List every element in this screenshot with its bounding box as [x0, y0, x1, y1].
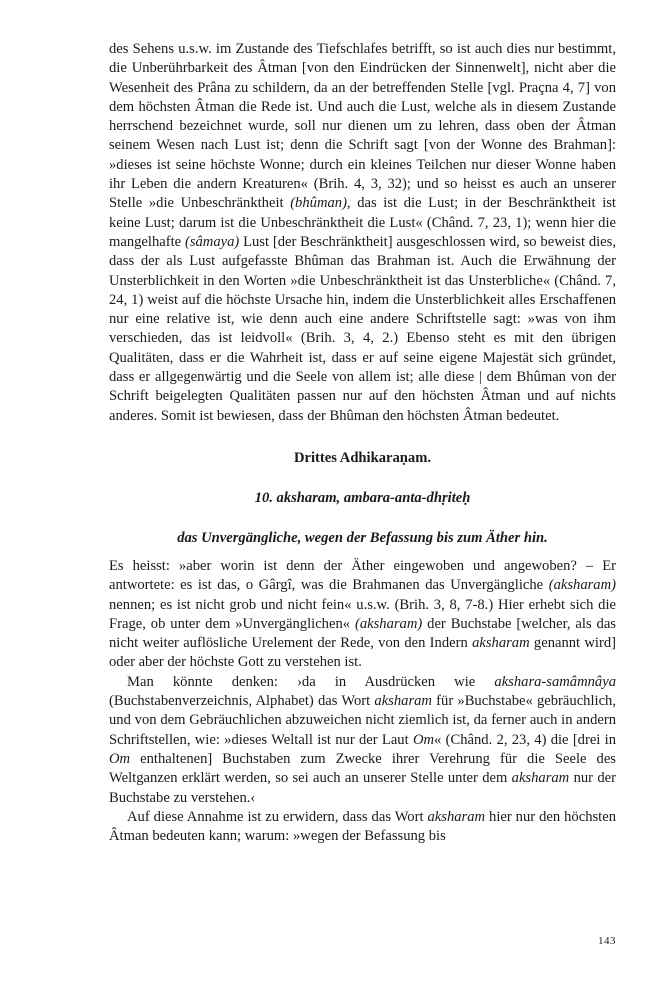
italic-term: (sâmaya) [184, 233, 240, 250]
italic-term: akshara-samâmnâya [494, 673, 616, 690]
italic-term: Om [412, 731, 435, 748]
italic-term: (aksharam) [548, 577, 616, 594]
text-run: genannt wird] oder aber der höchste Gott zu verstehen ist. [109, 635, 616, 671]
italic-term: Om [109, 750, 131, 767]
text-run: nennen; es ist nicht grob und nicht fein« u.s.w. (Brih. 3, 8, 7-8.) Hier erhebt sich die Frage, ob unter dem »Unvergänglichen« [109, 596, 616, 632]
page-body [109, 40, 616, 846]
italic-term: aksharam [472, 635, 530, 652]
text-run: der Buchstabe [welcher, als das nicht weiter auflösliche Urelement der Rede, von den Indern [109, 615, 616, 652]
text-run: « (Chând. 2, 23, 4) die [drei in [434, 731, 616, 748]
italic-term: aksharam [427, 808, 486, 825]
italic-term: (bhûman), [290, 195, 351, 212]
text-run: das ist die Lust; in der Beschränktheit ist keine Lust; darum ist die Unbeschränktheit die Lust« (Chând. 7, 23, 1); wenn hier die mangelhafte [109, 195, 616, 250]
sutra-translation-heading: das Unvergängliche, wegen der Befassung bis zum Äther hin. [177, 529, 548, 546]
text-run: enthaltenen] Buchstaben zum Zwecke ihrer Verehrung für die Seele des Weltganzen erklärt werden, so sei auch an unserer Stelle unter dem [109, 750, 616, 787]
text-run: hier nur den höchsten Âtman bedeuten kann; warum: »wegen der Befassung bis [109, 808, 616, 845]
italic-term: aksharam [511, 770, 570, 787]
text-run: (Buchstabenverzeichnis, Alphabet) das Wort [109, 693, 375, 710]
italic-term: aksharam [374, 693, 432, 710]
paragraph-continuation [109, 40, 616, 426]
text-run: Es heisst: »aber worin ist denn der Äther eingewoben und angewoben? – Er antwortete: es ist das, o Gârgî, was die Brahmanen das Unvergängliche [109, 557, 616, 594]
sutra-heading: 10. aksharam, ambara-anta-dhṛiteḥ [254, 489, 471, 506]
text-run: für »Buchstabe« gebräuchlich, und von dem Gebräuchlichen abzuweichen nicht ziemlich ist, da ferner auch in andern Schriftstellen, wie: »dieses Weltall ist nur der Laut [109, 693, 616, 748]
text-run: Man könnte denken: ›da in Ausdrücken wie [127, 673, 495, 690]
paragraph-question [109, 557, 616, 673]
italic-term: (aksharam) [354, 615, 423, 632]
text-run: des Sehens u.s.w. im Zustande des Tiefschlafes betrifft, so ist auch dies nur bestimmt, die Unberührbarkeit des Âtman [von den Eindrücken der Sinnenwelt], nicht aber die Wesenheit des Prâna zu schildern, da an der betreffenden Stelle [vgl. Praçna 4, 7] von dem höchsten Âtman die Rede ist. Und auch die Lust, welche als in diesem Zustande herrschend bezeichnet wurde, soll nur dienen um zu lehren, dass oben der Âtman seinem Wesen nach Lust ist; denn die Schrift sagt [von der Wonne des Brahman]: »dieses ist seine höchste Wonne; durch ein kleines Teilchen nur dieser Wonne haben ihr Leben die andern Kreaturen« (Brih. 4, 3, 32); und so heisst es auch an unserer Stelle »die Unbeschränktheit [109, 41, 616, 212]
page-number: 143 [598, 935, 616, 947]
paragraph-reply [109, 808, 616, 847]
text-run: nur der Buchstabe zu verstehen.‹ [109, 770, 616, 806]
text-run: Auf diese Annahme ist zu erwidern, dass das Wort [127, 808, 428, 825]
paragraph-objection [109, 673, 616, 808]
section-heading: Drittes Adhikaraṇam. [293, 449, 432, 466]
text-run: Lust [der Beschränktheit] ausgeschlossen wird, so beweist dies, dass der als Lust aufgefasste Bhûman das Brahman ist. Auch die Erwähnung der Unsterblichkeit in den Worten »die Unbeschränktheit ist das Unsterbliche« (Chând. 7, 24, 1) weist auf die höchste Ursache hin, indem die Unsterblichkeit alles Erschaffenen nur eine relative ist, wie denn auch eine andere Schriftstelle sagt: »was von ihm verschieden, das ist leidvoll« (Brih. 3, 4, 2.) Ebenso steht es mit den übrigen Qualitäten, dass er die Wahrheit ist, dass er auf seine eigene Majestät sich gründet, dass er allgegenwärtig und die Seele von allem ist; alle diese | dem Bhûman von der Schrift beigelegten Qualitäten passen nur auf den höchsten Âtman und auf nichts anderes. Somit ist bewiesen, dass der Bhûman den höchsten Âtman bedeutet. [109, 233, 616, 424]
